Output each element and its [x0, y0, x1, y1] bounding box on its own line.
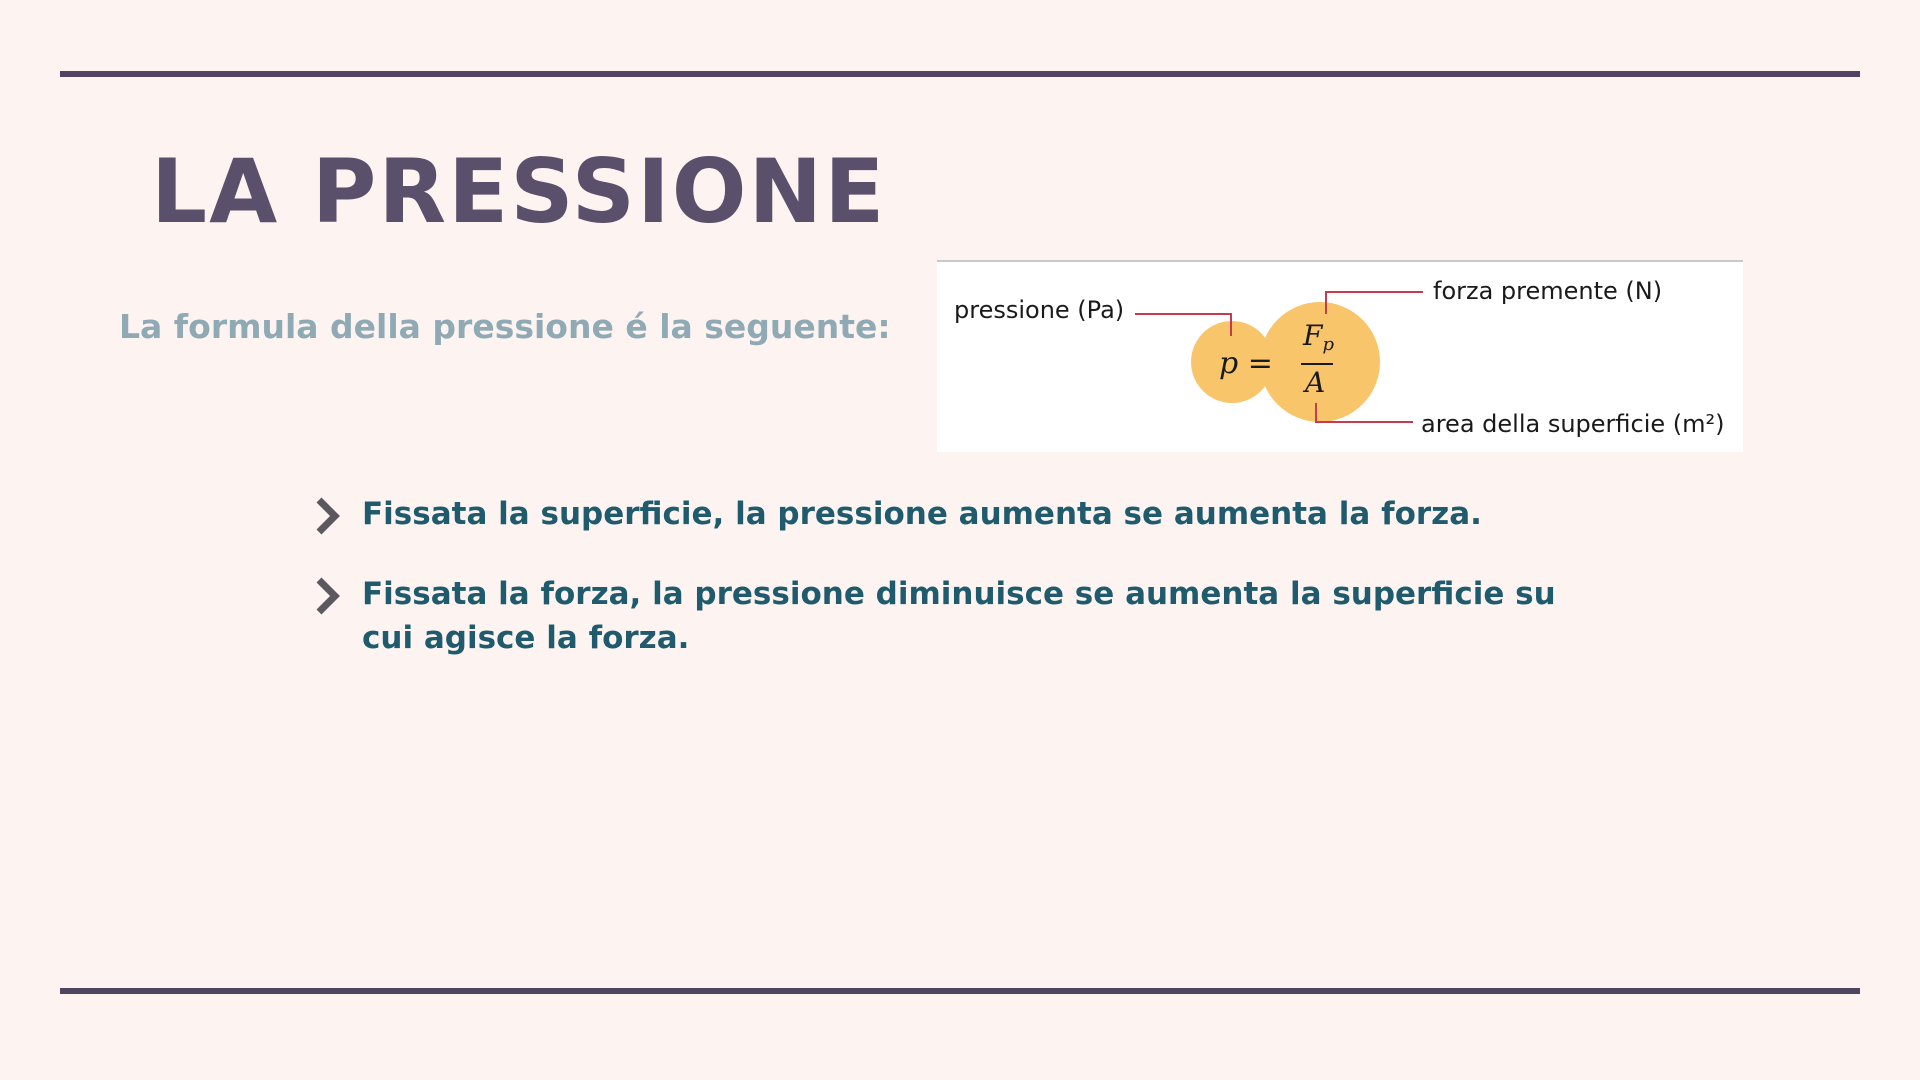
area-label: area della superficie (m²): [1421, 410, 1725, 438]
formula-numerator: [1303, 319, 1334, 355]
slide-subtitle: La formula della pressione é la seguente:: [119, 307, 891, 346]
fraction-bar: [1301, 363, 1333, 365]
numerator-symbol: F: [1303, 319, 1323, 352]
formula-denominator: A: [1305, 366, 1326, 399]
bullet-text: Fissata la forza, la pressione diminuisce se aumenta la superficie su cui agisce la forza.: [362, 576, 1556, 656]
chevron-right-icon: [312, 494, 344, 538]
chevron-right-icon: [312, 574, 344, 618]
slide-title: LA PRESSIONE: [151, 140, 887, 243]
numerator-subscript: p: [1322, 334, 1334, 355]
bullet-text: Fissata la superficie, la pressione aumenta se aumenta la forza.: [362, 496, 1482, 532]
formula-lhs: p =: [1219, 346, 1273, 381]
pressure-formula-figure: [937, 260, 1743, 452]
force-label: forza premente (N): [1433, 277, 1663, 305]
bullet-item: [312, 572, 1612, 660]
pressure-label: pressione (Pa): [954, 296, 1125, 324]
bullet-list: [312, 492, 1612, 696]
bottom-divider: [60, 988, 1860, 994]
bullet-item: [312, 492, 1612, 536]
top-divider: [60, 71, 1860, 77]
